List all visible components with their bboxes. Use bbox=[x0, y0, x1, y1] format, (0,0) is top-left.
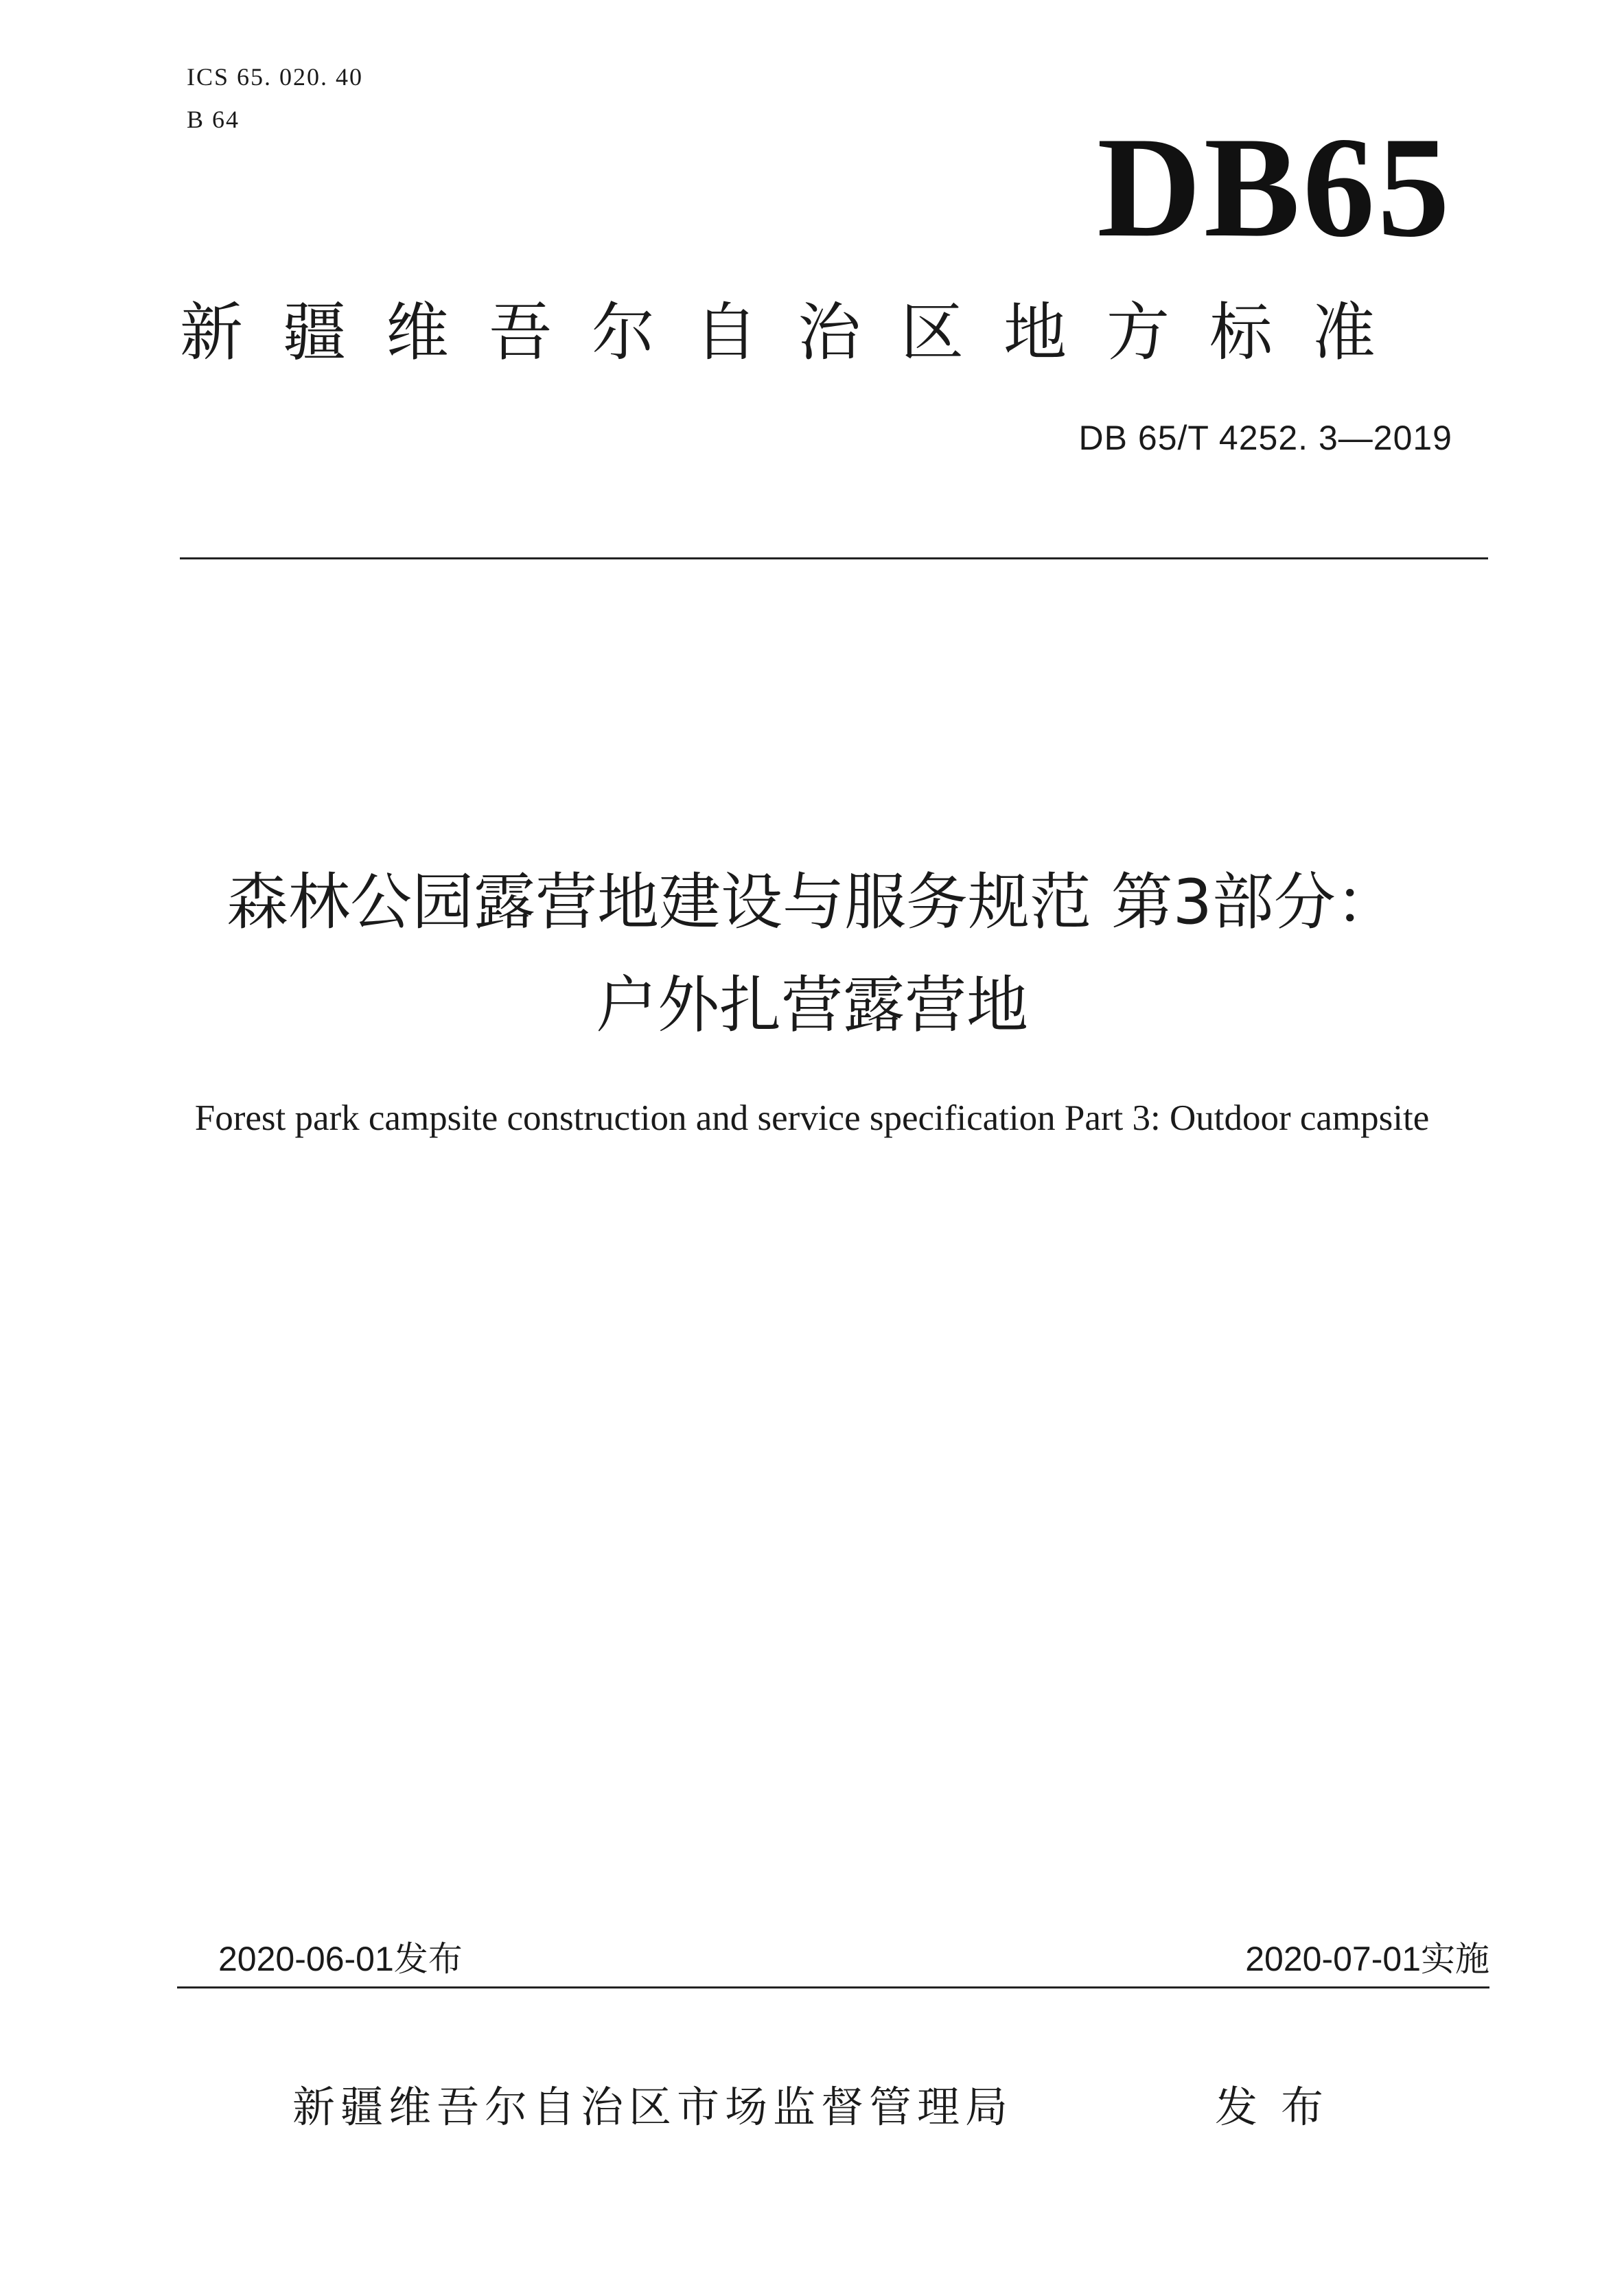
standard-number: DB 65/T 4252. 3—2019 bbox=[1078, 419, 1452, 457]
chinese-title-line-2: 户外扎营露营地 bbox=[596, 969, 1028, 1041]
effective-date: 2020-07-01实施 bbox=[1245, 1940, 1489, 1978]
bottom-divider bbox=[177, 1986, 1489, 1988]
issue-date: 2020-06-01发布 bbox=[218, 1940, 463, 1978]
publish-label: 发布 bbox=[1215, 2082, 1347, 2132]
standard-type-heading: 新疆维吾尔自治区地方标准 bbox=[180, 296, 1416, 369]
db-logo: DB65 bbox=[1097, 108, 1452, 267]
chinese-title-line-1: 森林公园露营地建设与服务规范 第3部分： bbox=[227, 866, 1397, 938]
chinese-title bbox=[0, 851, 1624, 1057]
ics-code: ICS 65. 020. 40 bbox=[187, 63, 364, 91]
top-divider bbox=[180, 557, 1488, 559]
issuing-authority: 新疆维吾尔自治区市场监督管理局 bbox=[292, 2082, 1014, 2132]
classification-code: B 64 bbox=[187, 106, 240, 133]
english-title: Forest park campsite construction and service specification Part 3: Outdoor campsite bbox=[194, 1098, 1430, 1138]
